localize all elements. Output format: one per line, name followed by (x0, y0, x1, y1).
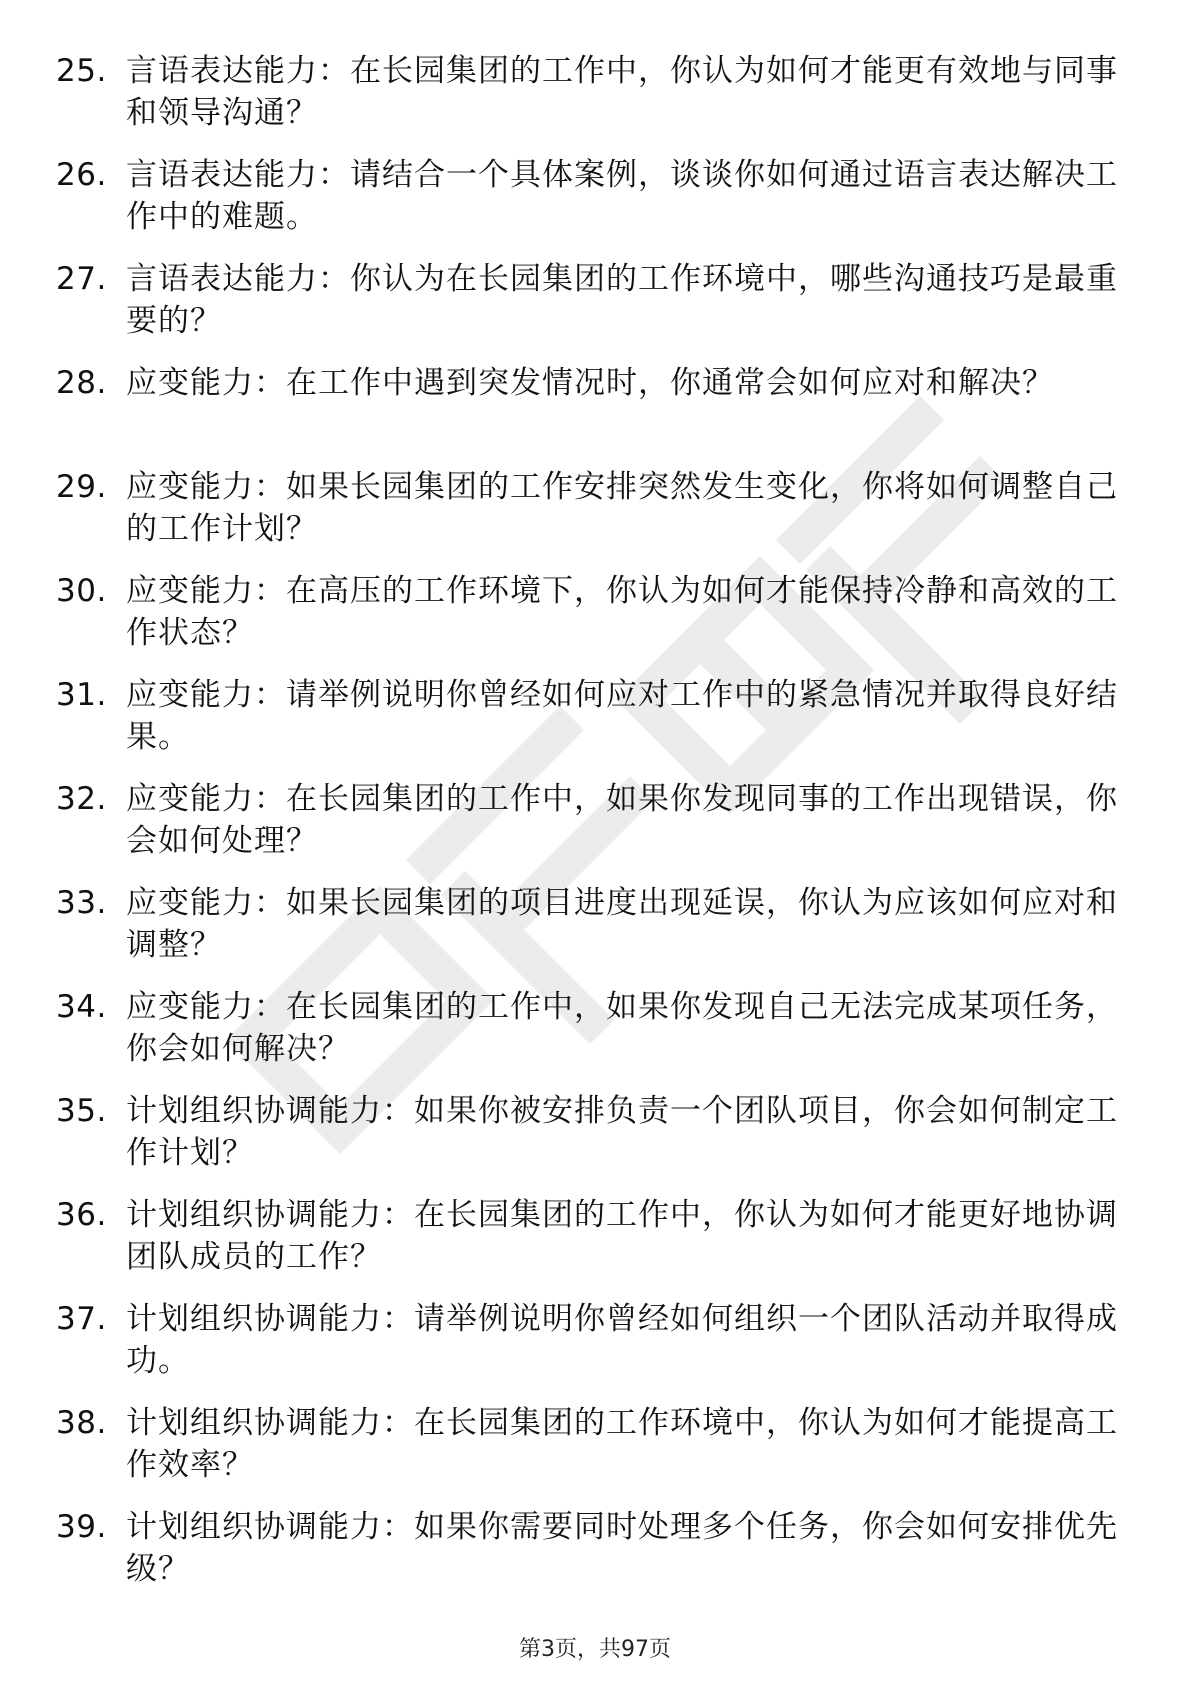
list-item (56, 674, 1136, 778)
list-item (56, 50, 1136, 154)
question-list (56, 50, 1136, 1610)
question-text: 应变能力：在高压的工作环境下，你认为如何才能保持冷静和高效的工作状态？ (126, 573, 1118, 651)
question-number: 37. (56, 1301, 107, 1337)
question-text: 应变能力：如果长园集团的项目进度出现延误，你认为应该如何应对和调整？ (126, 885, 1118, 963)
list-item (56, 362, 1136, 466)
question-number: 29. (56, 469, 107, 505)
question-number: 38. (56, 1405, 107, 1441)
page-footer (0, 1632, 1190, 1663)
question-text: 计划组织协调能力：如果你被安排负责一个团队项目，你会如何制定工作计划？ (126, 1093, 1118, 1171)
question-number: 26. (56, 157, 107, 193)
question-text: 计划组织协调能力：在长园集团的工作中，你认为如何才能更好地协调团队成员的工作？ (126, 1197, 1118, 1275)
question-number: 35. (56, 1093, 107, 1129)
question-text: 言语表达能力：你认为在长园集团的工作环境中，哪些沟通技巧是最重要的？ (126, 261, 1118, 339)
list-item (56, 258, 1136, 362)
question-number: 36. (56, 1197, 107, 1233)
list-item (56, 466, 1136, 570)
question-number: 30. (56, 573, 107, 609)
question-number: 28. (56, 365, 107, 401)
list-item (56, 1506, 1136, 1610)
list-item (56, 1090, 1136, 1194)
list-item (56, 570, 1136, 674)
question-text: 应变能力：请举例说明你曾经如何应对工作中的紧急情况并取得良好结果。 (126, 677, 1118, 755)
question-number: 33. (56, 885, 107, 921)
question-text: 计划组织协调能力：在长园集团的工作环境中，你认为如何才能提高工作效率？ (126, 1405, 1118, 1483)
list-item (56, 1402, 1136, 1506)
question-text: 计划组织协调能力：请举例说明你曾经如何组织一个团队活动并取得成功。 (126, 1301, 1118, 1379)
page-number-label: 第3页，共97页 (519, 1637, 671, 1662)
list-item (56, 1194, 1136, 1298)
list-item (56, 154, 1136, 258)
question-text: 言语表达能力：在长园集团的工作中，你认为如何才能更有效地与同事和领导沟通？ (126, 53, 1118, 131)
question-number: 34. (56, 989, 107, 1025)
question-text: 应变能力：在长园集团的工作中，如果你发现同事的工作出现错误，你会如何处理？ (126, 781, 1118, 859)
question-text: 应变能力：在长园集团的工作中，如果你发现自己无法完成某项任务，你会如何解决？ (126, 989, 1118, 1067)
question-number: 32. (56, 781, 107, 817)
list-item (56, 778, 1136, 882)
list-item (56, 882, 1136, 986)
question-text: 言语表达能力：请结合一个具体案例，谈谈你如何通过语言表达解决工作中的难题。 (126, 157, 1118, 235)
question-text: 应变能力：如果长园集团的工作安排突然发生变化，你将如何调整自己的工作计划？ (126, 469, 1118, 547)
question-number: 25. (56, 53, 107, 89)
question-number: 39. (56, 1509, 107, 1545)
question-text: 计划组织协调能力：如果你需要同时处理多个任务，你会如何安排优先级？ (126, 1509, 1118, 1587)
question-number: 31. (56, 677, 107, 713)
list-item (56, 1298, 1136, 1402)
question-text: 应变能力：在工作中遇到突发情况时，你通常会如何应对和解决？ (126, 365, 1054, 401)
list-item (56, 986, 1136, 1090)
question-number: 27. (56, 261, 107, 297)
